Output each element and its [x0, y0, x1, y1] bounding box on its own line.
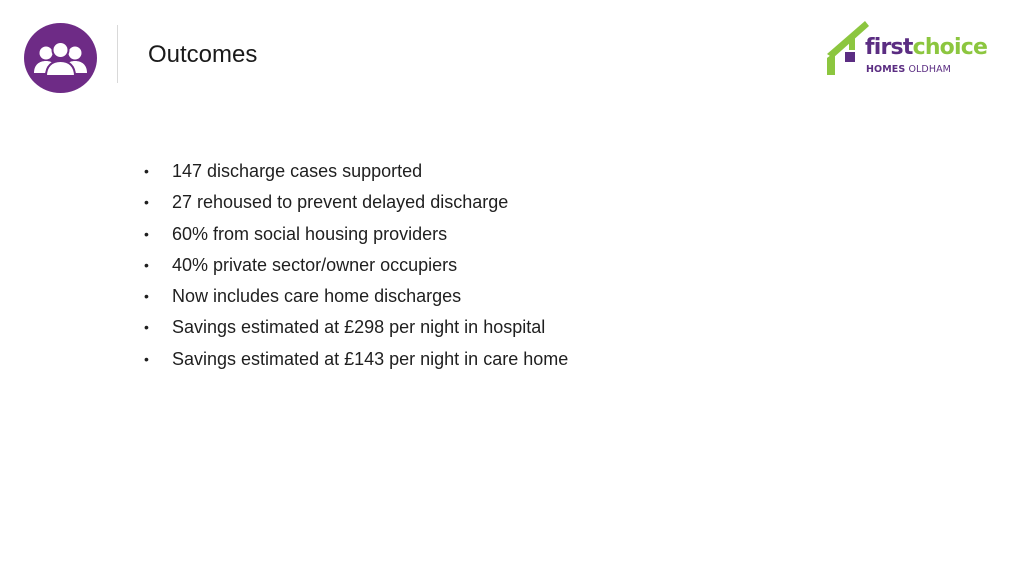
logo-wordmark — [865, 35, 987, 61]
list-item — [142, 346, 568, 377]
first-choice-homes-logo — [825, 18, 988, 78]
list-item-text: 60% from social housing providers — [172, 223, 448, 244]
list-item — [142, 283, 568, 314]
logo-subtitle — [866, 64, 951, 75]
outcomes-list — [142, 158, 568, 377]
list-item — [142, 221, 568, 252]
list-item — [142, 158, 568, 189]
logo-first-text: first — [865, 35, 913, 60]
list-item-text: 40% private sector/owner occupiers — [172, 254, 458, 275]
logo-homes-text: HOMES — [866, 64, 906, 75]
list-item-text: Savings estimated at £143 per night in care home — [172, 348, 569, 369]
list-item-text: Now includes care home discharges — [172, 286, 462, 307]
list-item-text: 147 discharge cases supported — [172, 161, 423, 181]
bullet-marker: • — [144, 288, 149, 305]
people-badge — [24, 23, 97, 93]
bullet-marker: • — [144, 194, 149, 211]
house-roof-icon — [825, 18, 869, 78]
logo-choice-text: choice — [912, 35, 988, 60]
logo-town-text: OLDHAM — [908, 64, 951, 75]
bullet-marker: • — [144, 350, 149, 367]
page-title: Outcomes — [148, 41, 258, 68]
list-item-text: Savings estimated at £298 per night in hospital — [172, 317, 546, 338]
bullet-marker: • — [144, 163, 149, 179]
list-item — [142, 189, 568, 220]
list-item-text: 27 rehoused to prevent delayed discharge — [172, 192, 509, 213]
people-group-icon — [24, 23, 97, 93]
bullet-marker: • — [144, 225, 149, 242]
list-item — [142, 252, 568, 283]
header-divider — [117, 25, 118, 83]
list-item — [142, 314, 568, 345]
bullet-marker: • — [144, 319, 149, 336]
bullet-marker: • — [144, 256, 149, 273]
